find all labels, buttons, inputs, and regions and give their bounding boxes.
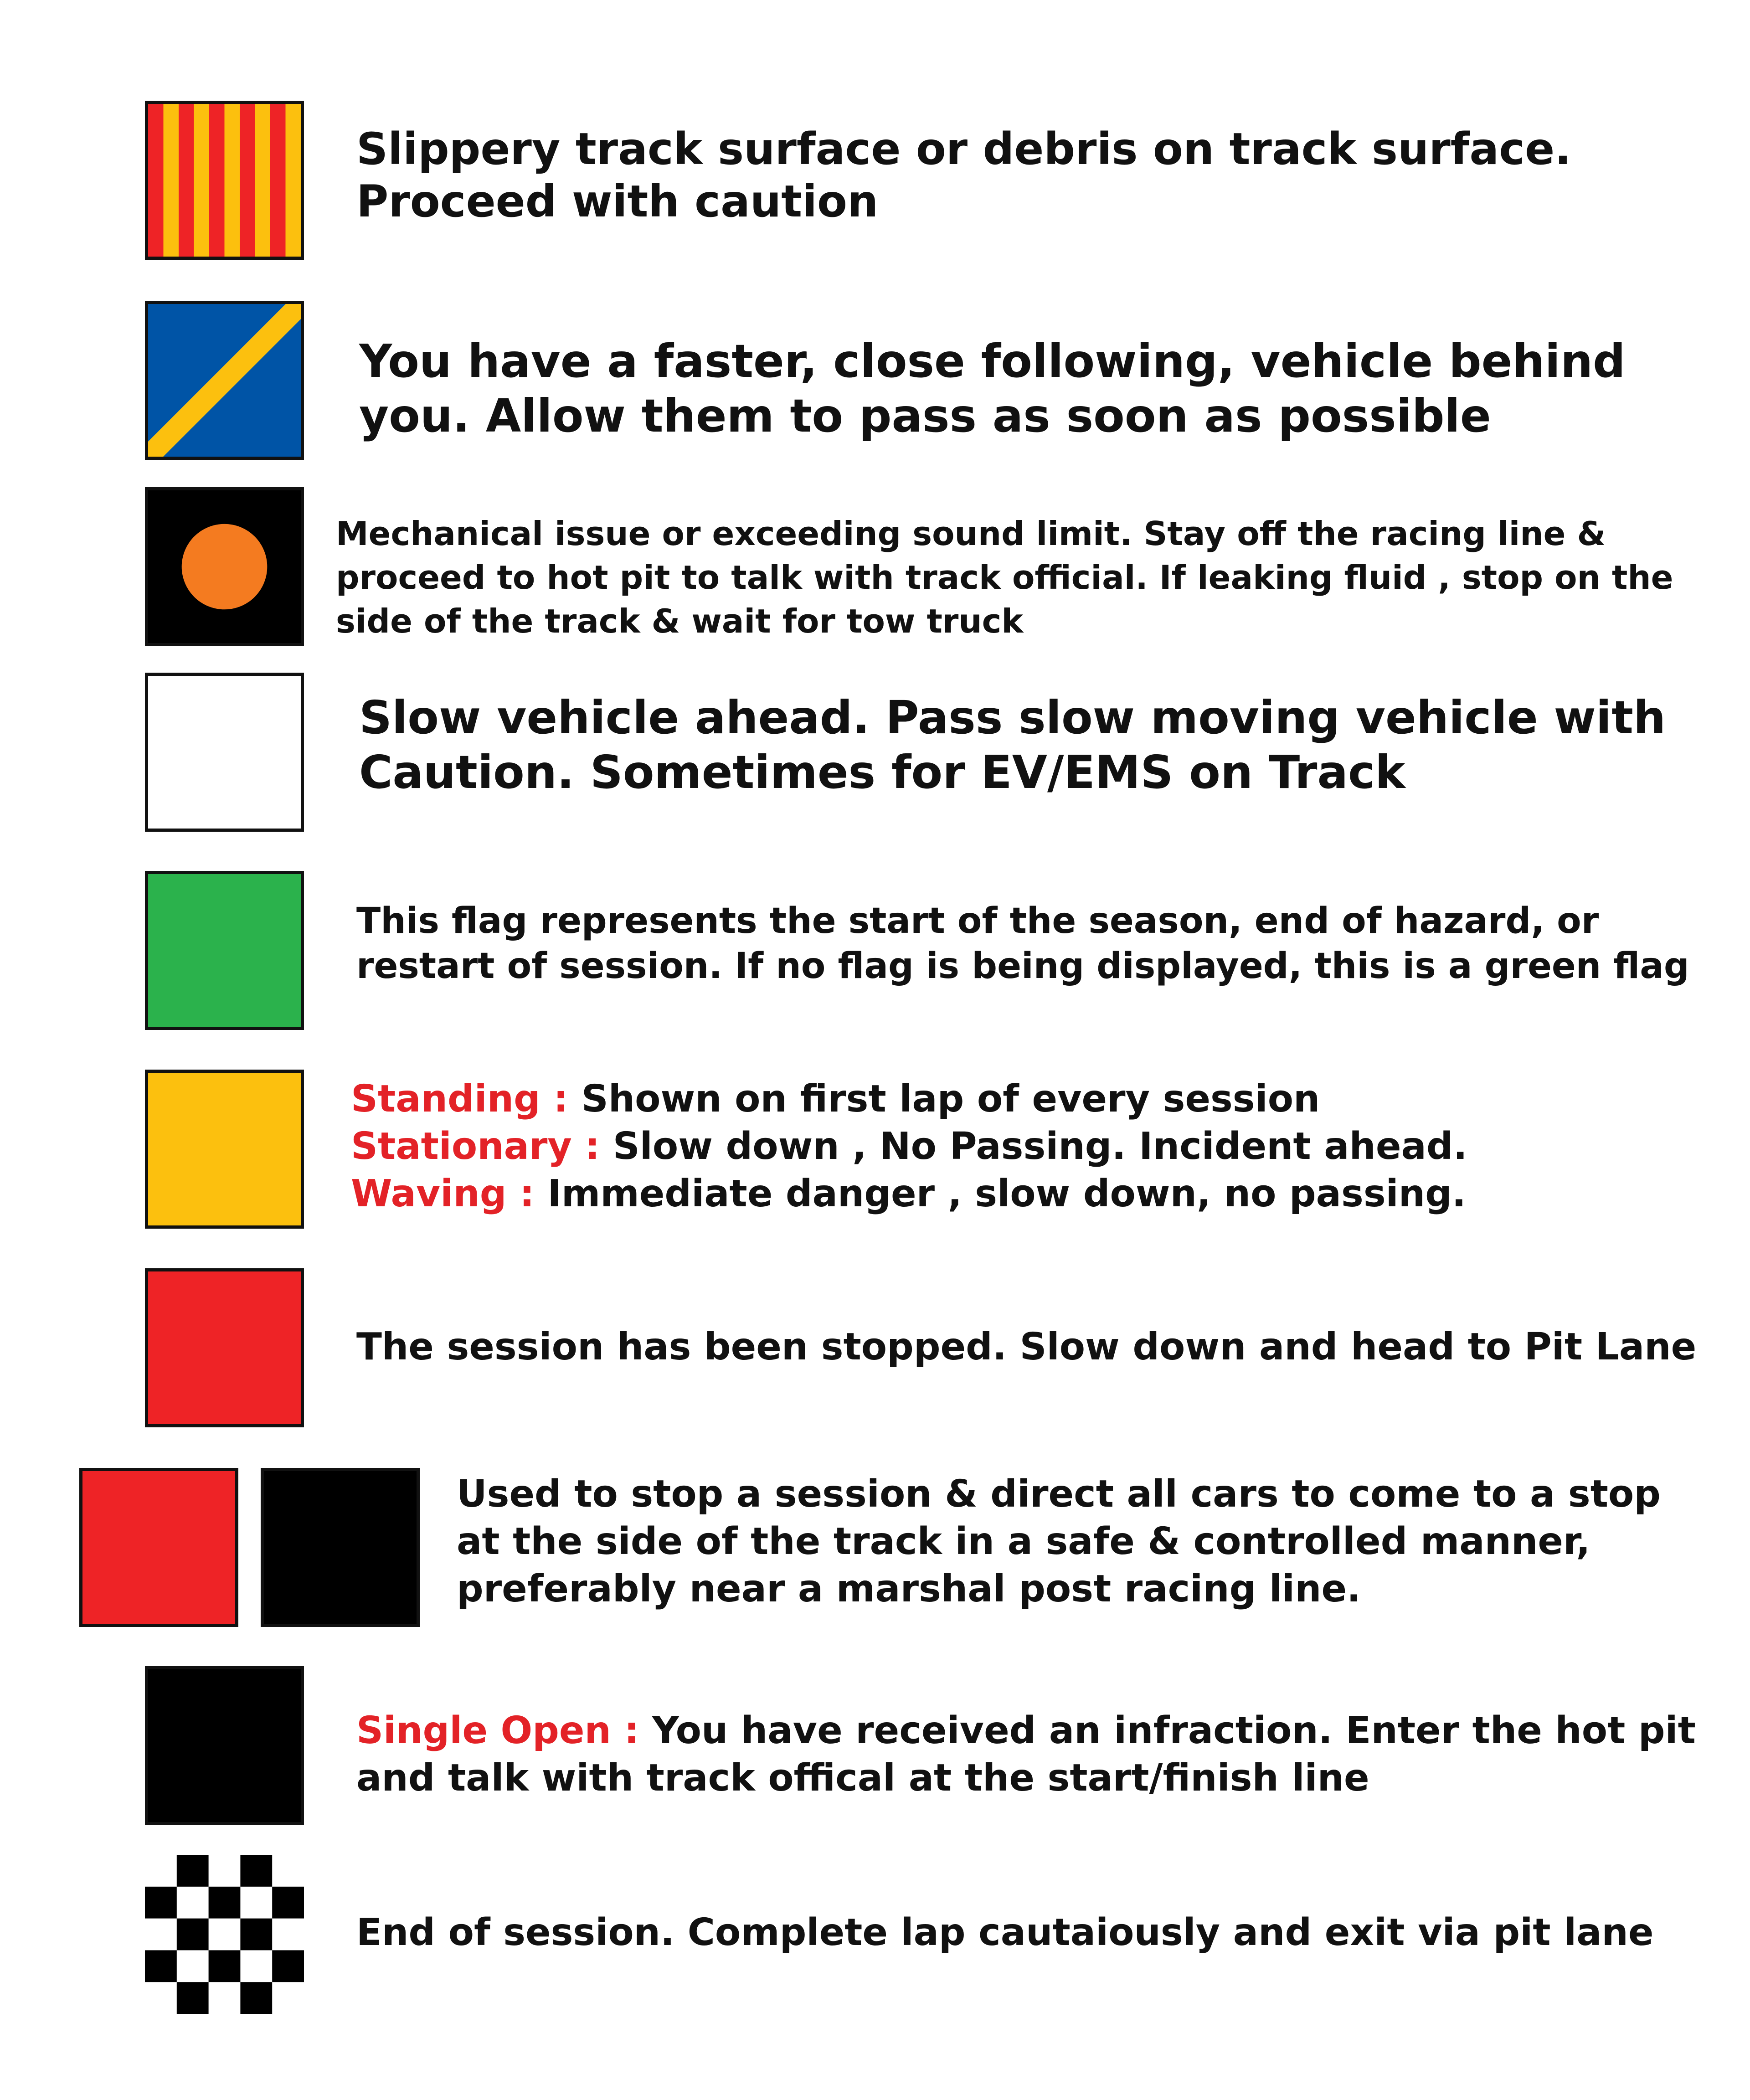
- stationary-label: Stationary :: [351, 1125, 600, 1168]
- blue-flag-with-yellow-diagonal-icon: [145, 301, 304, 460]
- green-flag-description: [356, 899, 1689, 989]
- black-flag-with-orange-disc-icon: [145, 487, 304, 646]
- blue-flag-line-2: you. Allow them to pass as soon as possible: [359, 389, 1491, 443]
- code-red-line-2: at the side of the track in a safe & controlled manner,: [457, 1520, 1590, 1564]
- slippery-line-1: Slippery track surface or debris on track surface.: [356, 124, 1571, 175]
- blue-flag-description: [359, 334, 1626, 443]
- checkered-flag-description: [356, 1910, 1654, 1955]
- red-flag-line-1: The session has been stopped. Slow down and head to Pit Lane: [356, 1325, 1697, 1369]
- black-flag-line-1-text: You have received an infraction. Enter the hot pit: [639, 1709, 1696, 1752]
- mechanical-description: [336, 512, 1673, 643]
- black-flag-description: [356, 1707, 1696, 1802]
- green-flag-icon: [145, 871, 304, 1030]
- stationary-text: Slow down , No Passing. Incident ahead.: [600, 1125, 1467, 1168]
- yellow-flag-item-waving: [351, 1170, 1467, 1218]
- black-flag-line-1: [356, 1707, 1696, 1755]
- code-red-line-3: preferably near a marshal post racing line.: [457, 1567, 1361, 1611]
- mechanical-line-3: side of the track & wait for tow truck: [336, 602, 1024, 640]
- slippery-description: [356, 123, 1571, 228]
- white-flag-description: [359, 690, 1666, 800]
- waving-text: Immediate danger , slow down, no passing.: [534, 1172, 1466, 1216]
- green-flag-line-2: restart of session. If no flag is being displayed, this is a green flag: [356, 946, 1689, 987]
- slippery-line-2: Proceed with caution: [356, 176, 879, 227]
- mechanical-line-1: Mechanical issue or exceeding sound limit. Stay off the racing line &: [336, 515, 1606, 553]
- single-open-label: Single Open :: [356, 1709, 639, 1752]
- yellow-flag-item-standing: [351, 1076, 1467, 1123]
- blue-flag-line-1: You have a faster, close following, vehicle behind: [359, 335, 1626, 388]
- black-flag-icon: [145, 1666, 304, 1825]
- checkered-flag-icon: [145, 1855, 304, 2014]
- checkered-flag-line-1: End of session. Complete lap cautaiously and exit via pit lane: [356, 1911, 1654, 1954]
- white-flag-line-2: Caution. Sometimes for EV/EMS on Track: [359, 746, 1405, 799]
- red-yellow-striped-flag-icon: [145, 101, 304, 260]
- red-flag-icon: [145, 1268, 304, 1427]
- yellow-flag-icon: [145, 1070, 304, 1229]
- green-flag-line-1: This flag represents the start of the season, end of hazard, or: [356, 901, 1599, 942]
- code-red-red-flag-icon: [79, 1468, 238, 1627]
- white-flag-icon: [145, 673, 304, 832]
- code-red-black-flag-icon: [261, 1468, 420, 1627]
- black-flag-line-2: and talk with track offical at the start/finish line: [356, 1756, 1369, 1800]
- standing-text: Shown on first lap of every session: [568, 1077, 1320, 1121]
- red-flag-description: [356, 1325, 1696, 1369]
- code-red-line-1: Used to stop a session & direct all cars to come to a stop: [457, 1472, 1661, 1516]
- yellow-flag-item-stationary: [351, 1123, 1467, 1170]
- mechanical-line-2: proceed to hot pit to talk with track official. If leaking fluid , stop on the: [336, 558, 1673, 597]
- standing-label: Standing :: [351, 1077, 569, 1121]
- waving-label: Waving :: [351, 1172, 535, 1216]
- yellow-flag-description: [351, 1076, 1467, 1218]
- code-red-description: [457, 1471, 1661, 1613]
- white-flag-line-1: Slow vehicle ahead. Pass slow moving vehicle with: [359, 691, 1666, 744]
